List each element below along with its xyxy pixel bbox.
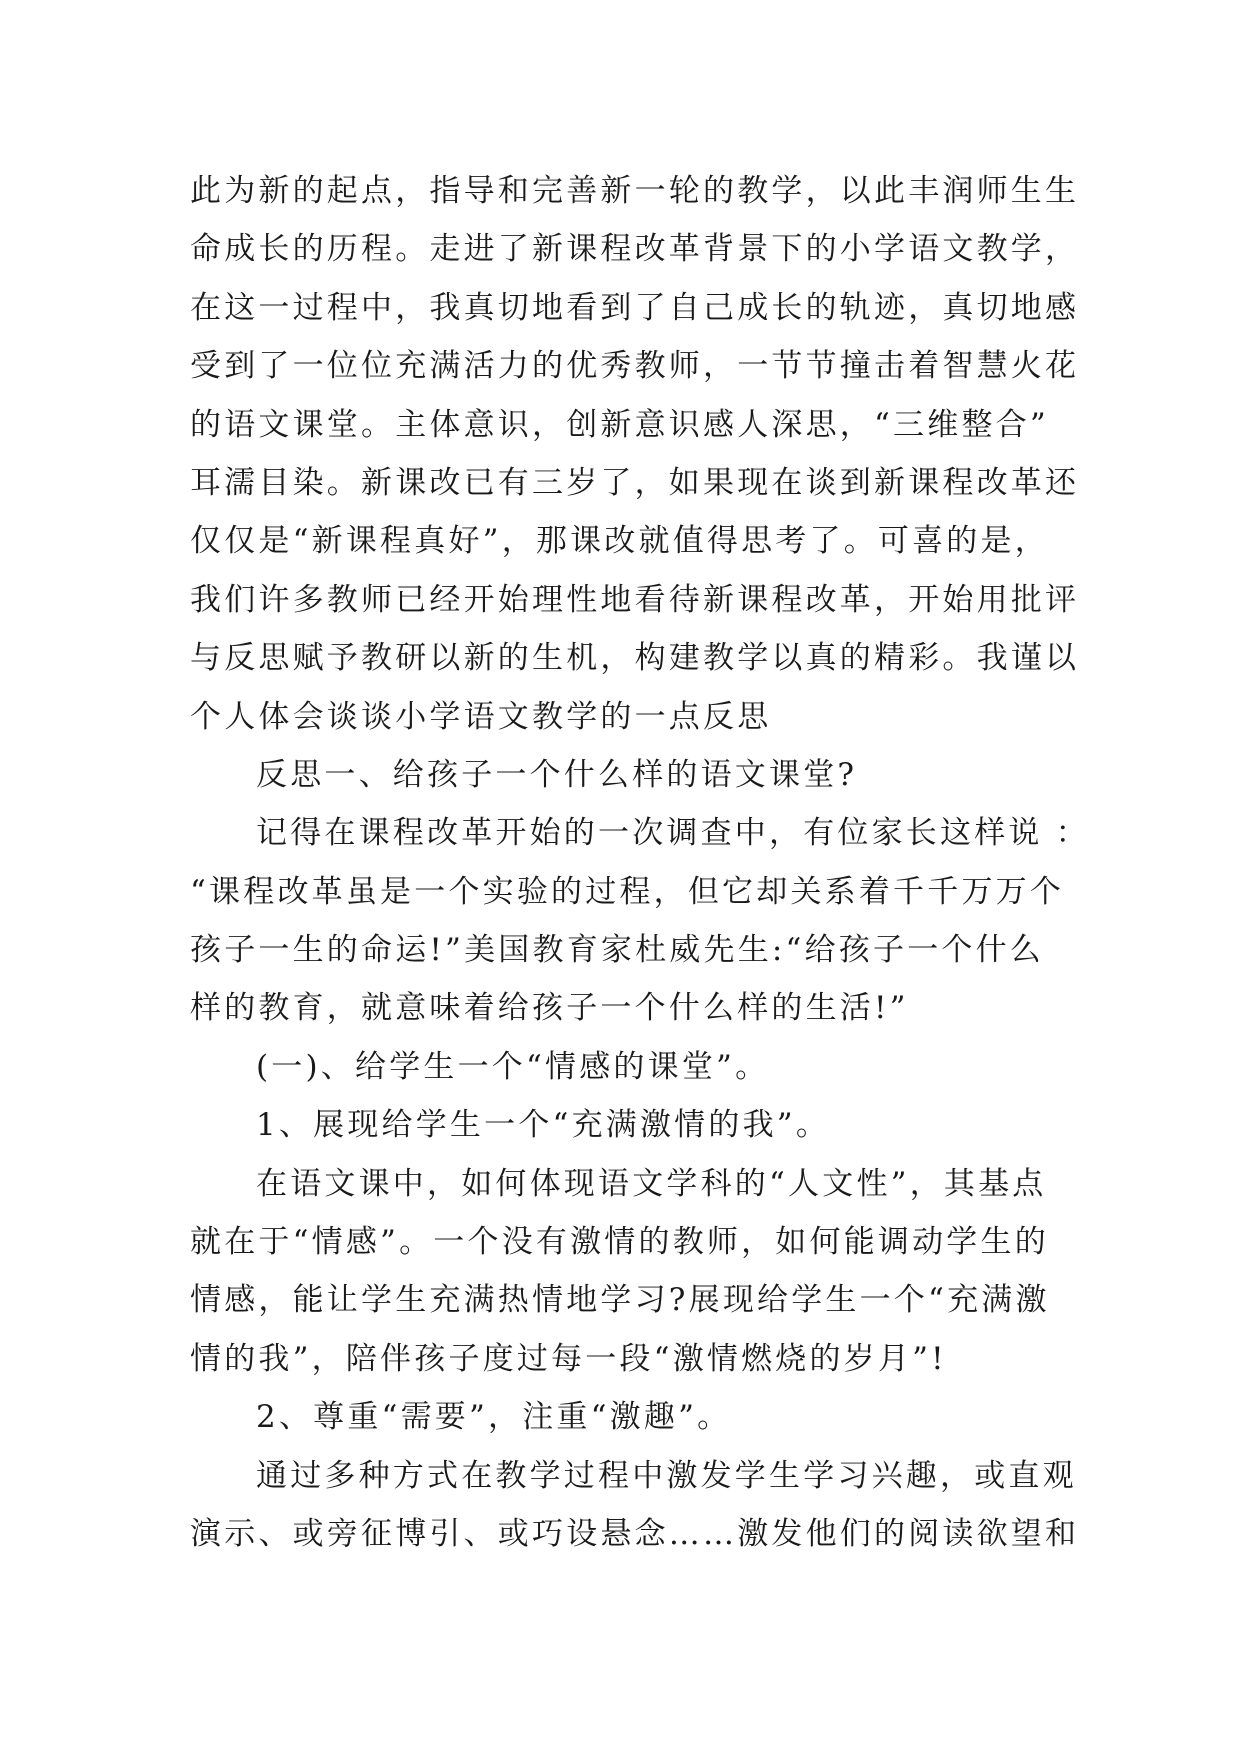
paragraph-start-line: 1、展现给学生一个“充满激情的我”。 — [256, 1107, 831, 1144]
text-line: 情感，能让学生充满热情地学习?展现给学生一个“充满激 — [190, 1282, 1050, 1319]
paragraph-start-line: 通过多种方式在教学过程中激发学生学习兴趣，或直观 — [256, 1457, 1077, 1494]
text-line: 受到了一位位充满活力的优秀教师，一节节撞击着智慧火花 — [190, 348, 1080, 385]
text-line: 命成长的历程。走进了新课程改革背景下的小学语文教学， — [190, 231, 1080, 268]
text-line: 我们许多教师已经开始理性地看待新课程改革，开始用批评 — [190, 581, 1080, 618]
text-line: 此为新的起点，指导和完善新一轮的教学，以此丰润师生生 — [190, 173, 1080, 209]
paragraph-start-line: 反思一、给孩子一个什么样的语文课堂? — [256, 756, 858, 793]
text-line: 情的我”，陪伴孩子度过每一段“激情燃烧的岁月”! — [190, 1340, 947, 1377]
text-line: 与反思赋予教研以新的生机，构建教学以真的精彩。我谨以 — [190, 640, 1080, 677]
paragraph-start-line: (一)、给学生一个“情感的课堂”。 — [256, 1048, 770, 1085]
text-line: 个人体会谈谈小学语文教学的一点反思 — [190, 698, 772, 735]
text-line: 仅仅是“新课程真好”，那课改就值得思考了。可喜的是， — [190, 523, 1049, 560]
body-text — [190, 162, 1090, 1563]
text-line: 耳濡目染。新课改已有三岁了，如果现在谈到新课程改革还 — [190, 464, 1080, 501]
text-line: “课程改革虽是一个实验的过程，但它却关系着千千万万个 — [190, 873, 1065, 910]
text-line: 演示、或旁征博引、或巧设悬念……激发他们的阅读欲望和 — [190, 1515, 1080, 1552]
text-line: 的语文课堂。主体意识，创新意识感人深思，“三维整合” — [190, 406, 1049, 443]
paragraph-start-line: 2、尊重“需要”，注重“激趣”。 — [256, 1399, 732, 1436]
text-line: 样的教育，就意味着给孩子一个什么样的生活!” — [190, 990, 909, 1027]
paragraph-start-line: 记得在课程改革开始的一次调查中，有位家长这样说 ： — [256, 815, 1090, 852]
paragraph-start-line: 在语文课中，如何体现语文学科的“人文性”，其基点 — [256, 1165, 1047, 1202]
text-line: 孩子一生的命运!”美国教育家杜威先生:“给孩子一个什么 — [190, 932, 1044, 969]
text-line: 在这一过程中，我真切地看到了自己成长的轨迹，真切地感 — [190, 289, 1080, 326]
text-line: 就在于“情感”。一个没有激情的教师，如何能调动学生的 — [190, 1224, 1049, 1261]
